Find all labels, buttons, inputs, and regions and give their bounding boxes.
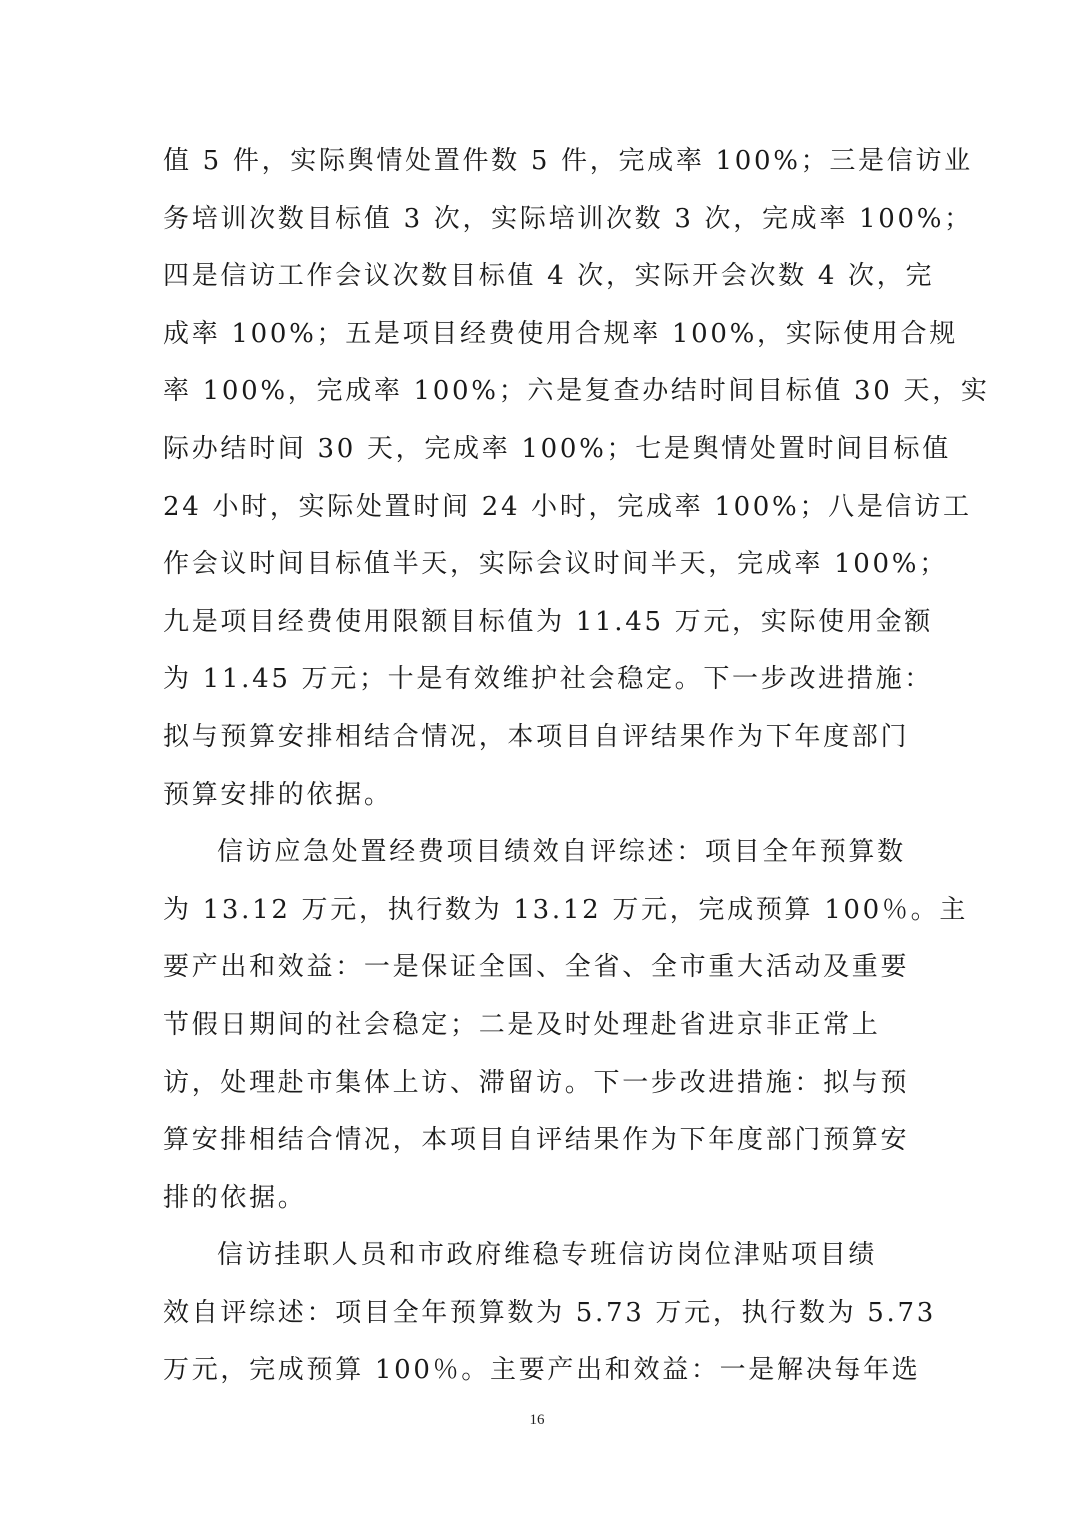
text-line: 24 小时，实际处置时间 24 小时，完成率 100%；八是信访工: [163, 491, 972, 522]
document-body: [163, 133, 990, 1400]
page-number: 16: [529, 1412, 545, 1428]
text-line: 拟与预算安排相结合情况，本项目自评结果作为下年度部门: [163, 721, 910, 752]
text-line: 万元，完成预算 100％。主要产出和效益：一是解决每年选: [163, 1355, 921, 1386]
text-line: 率 100%，完成率 100%；六是复查办结时间目标值 30 天，实: [163, 376, 990, 407]
text-line: 节假日期间的社会稳定；二是及时处理赴省进京非正常上: [163, 1009, 881, 1040]
text-line: 作会议时间目标值半天，实际会议时间半天，完成率 100%；: [163, 549, 948, 580]
text-line: 算安排相结合情况，本项目自评结果作为下年度部门预算安: [163, 1125, 910, 1156]
text-line: 排的依据。: [163, 1182, 307, 1213]
paragraph-start-line: 信访应急处置经费项目绩效自评综述：项目全年预算数: [217, 837, 906, 868]
text-line: 四是信访工作会议次数目标值 4 次，实际开会次数 4 次，完: [163, 261, 935, 292]
text-line: 值 5 件，实际舆情处置件数 5 件，完成率 100%；三是信访业: [163, 146, 973, 176]
paragraph-start-line: 信访挂职人员和市政府维稳专班信访岗位津贴项目绩: [217, 1240, 878, 1271]
text-line: 成率 100%；五是项目经费使用合规率 100%，实际使用合规: [163, 318, 958, 349]
text-line: 务培训次数目标值 3 次，实际培训次数 3 次，完成率 100%；: [163, 203, 973, 234]
text-line: 九是项目经费使用限额目标值为 11.45 万元，实际使用金额: [163, 606, 933, 637]
text-line: 要产出和效益：一是保证全国、全省、全市重大活动及重要: [163, 952, 910, 983]
text-line: 预算安排的依据。: [163, 779, 393, 810]
text-line: 效自评综述：项目全年预算数为 5.73 万元，执行数为 5.73: [163, 1297, 936, 1328]
text-line: 际办结时间 30 天，完成率 100%；七是舆情处置时间目标值: [163, 433, 951, 464]
text-line: 访，处理赴市集体上访、滞留访。下一步改进措施：拟与预: [163, 1067, 910, 1098]
text-line: 为 11.45 万元；十是有效维护社会稳定。下一步改进措施：: [163, 664, 933, 695]
text-line: 为 13.12 万元，执行数为 13.12 万元，完成预算 100％。主: [163, 894, 969, 925]
